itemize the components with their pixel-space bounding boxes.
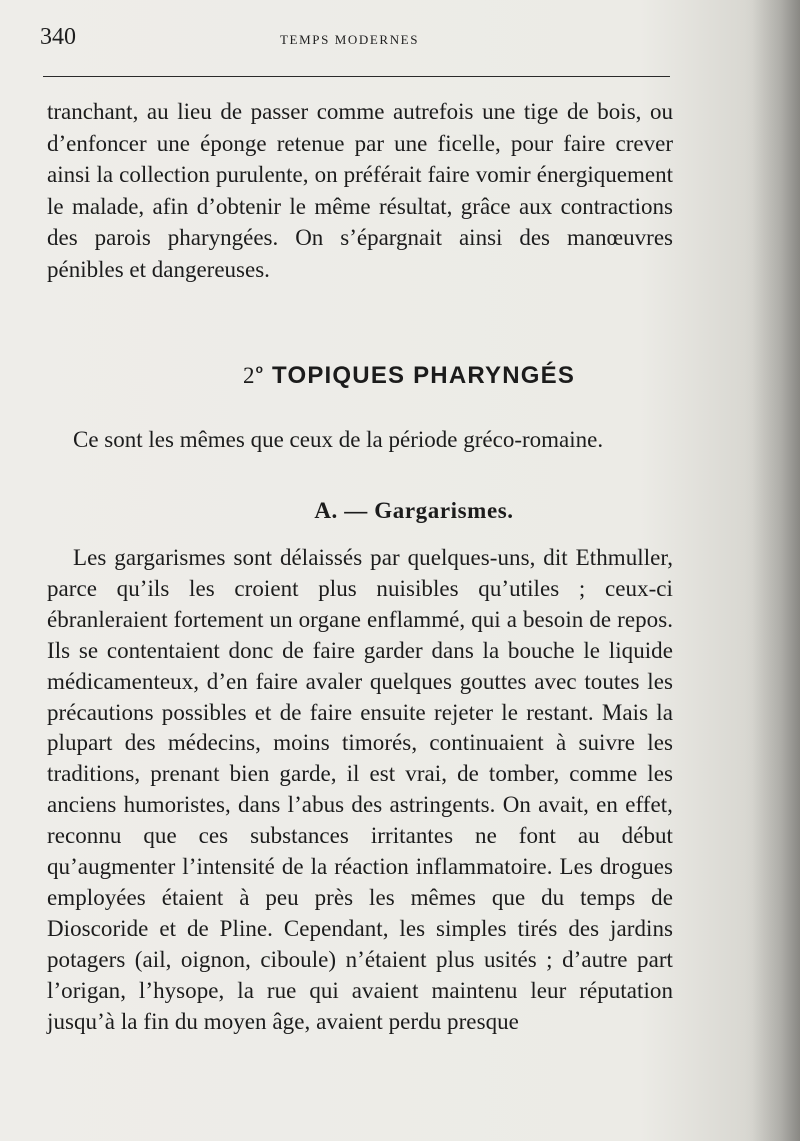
subsection-title: Gargarismes. — [374, 498, 514, 523]
page-number: 340 — [40, 24, 76, 50]
section-number-ordinal: o — [255, 362, 265, 376]
subsection-letter: A. — [314, 498, 338, 523]
section-number: 2 — [242, 363, 256, 388]
subsection-heading — [0, 498, 800, 524]
section-title: TOPIQUES PHARYNGÉS — [272, 362, 576, 389]
running-head: TEMPS MODERNES — [280, 32, 420, 47]
paragraph-gargarismes: Les gargarismes sont délaissés par quelques-uns, dit Ethmuller, parce qu’ils les croient plus nuisibles qu’utiles ; ceux-ci ébranleraient fortement un organe enflammé, qui a besoin de repos. Ils se contentaient donc de faire garder dans la bouche le liquide médicamenteux, d’en faire avaler quelques gouttes avec toutes les précautions possibles et de faire ensuite rejeter le restant. Mais la plupart des médecins, moins timorés, continuaient à suivre les traditions, prenant bien garde, il est vrai, de tomber, comme les anciens humoristes, dans l’abus des astringents. On avait, en effet, reconnu que ces substances irritantes ne font au début qu’augmenter l’intensité de la réaction inflammatoire. Les drogues employées étaient à peu près les mêmes que du temps de Dioscoride et de Pline. Cependant, les simples tirés des jardins potagers (ail, oignon, ciboule) n’étaient plus usités ; d’autre part l’origan, l’hysope, la rue qui avaient maintenu leur réputation jusqu’à la fin du moyen âge, avaient perdu presque — [47, 545, 673, 1034]
section-heading — [0, 362, 800, 390]
header-rule — [43, 76, 670, 77]
binding-shadow — [752, 0, 800, 1141]
paragraph-intro: Ce sont les mêmes que ceux de la période gréco-romaine. — [73, 427, 604, 452]
page-header — [40, 24, 670, 58]
paragraph-continuation: tranchant, au lieu de passer comme autrefois une tige de bois, ou d’enfoncer une éponge retenue par une ficelle, pour faire crever ainsi la collection purulente, on préférait faire vomir énergiquement le malade, afin d’obtenir le même résultat, grâce aux contractions des parois pharyngées. On s’épargnait ainsi des manœuvres pénibles et dangereuses. — [47, 99, 673, 282]
subsection-dash: — — [344, 498, 368, 523]
